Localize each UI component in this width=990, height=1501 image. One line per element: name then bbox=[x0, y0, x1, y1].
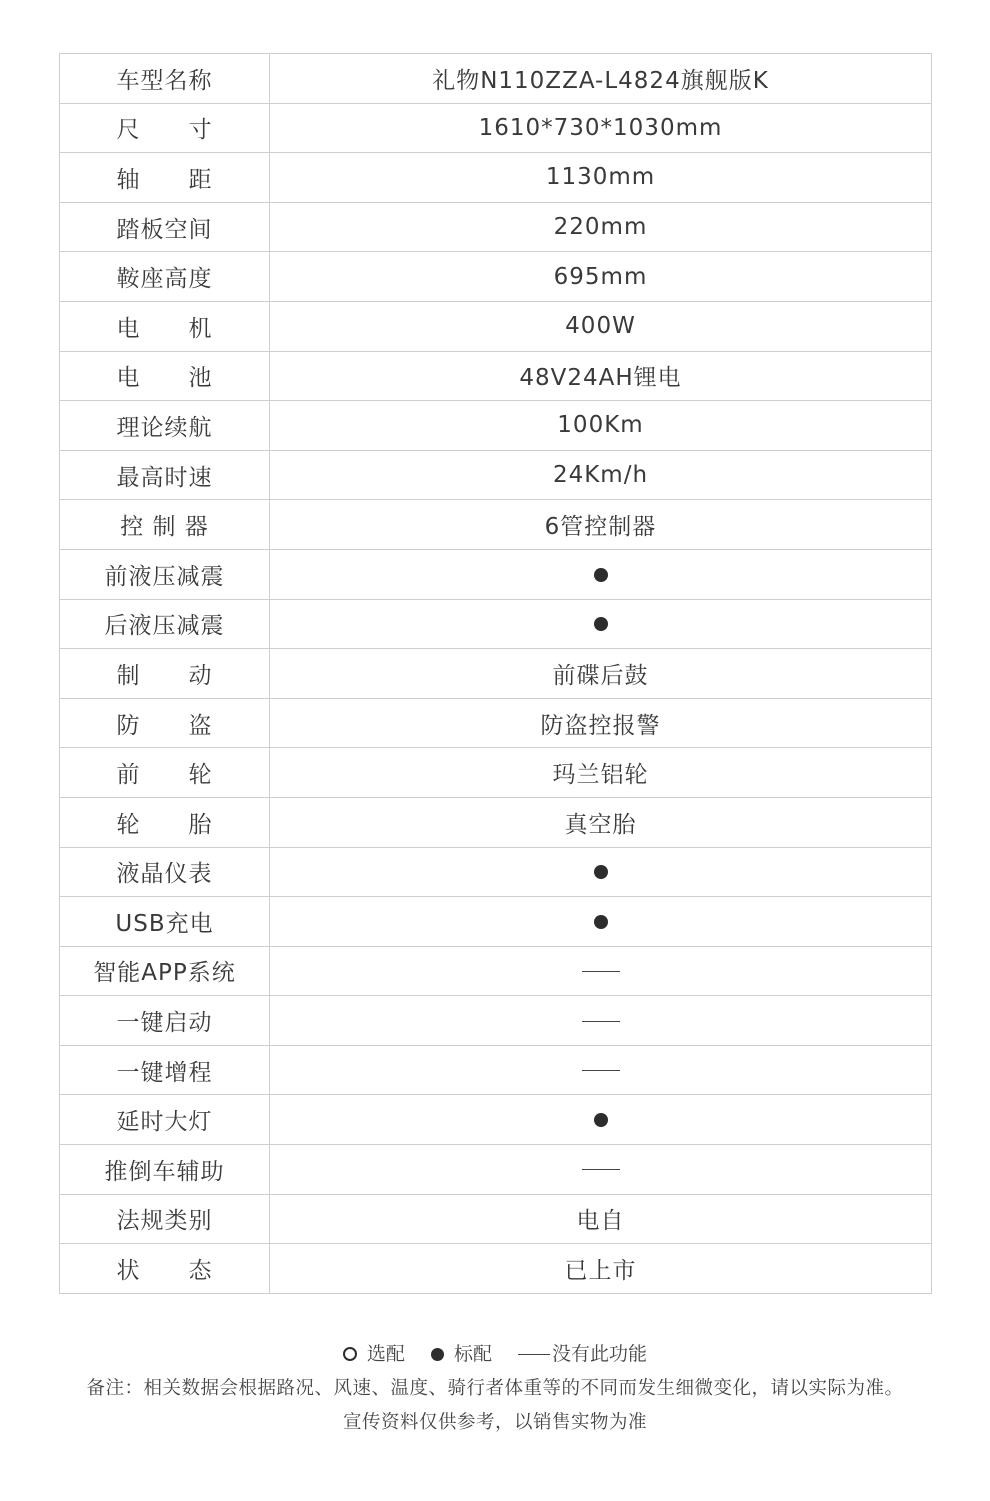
spec-label: 后液压减震 bbox=[60, 599, 270, 649]
filled-circle-icon bbox=[431, 1348, 444, 1361]
spec-value: 1130mm bbox=[270, 153, 932, 203]
spec-row bbox=[60, 847, 932, 897]
legend bbox=[0, 1338, 990, 1369]
note bbox=[0, 1372, 990, 1440]
spec-value bbox=[270, 1095, 932, 1145]
spec-table-body bbox=[60, 54, 932, 1294]
spec-label: 延时大灯 bbox=[60, 1095, 270, 1145]
spec-label: 智能APP系统 bbox=[60, 946, 270, 996]
spec-value: 220mm bbox=[270, 202, 932, 252]
standard-dot-icon bbox=[594, 1113, 608, 1127]
spec-row bbox=[60, 450, 932, 500]
not-available-dash-icon bbox=[582, 1169, 620, 1170]
spec-label: 一键启动 bbox=[60, 996, 270, 1046]
legend-none bbox=[518, 1339, 647, 1369]
spec-label: 理论续航 bbox=[60, 401, 270, 451]
spec-value: 已上市 bbox=[270, 1244, 932, 1294]
spec-value: 防盗控报警 bbox=[270, 698, 932, 748]
spec-row bbox=[60, 1194, 932, 1244]
spec-row bbox=[60, 996, 932, 1046]
spec-label: 轴 距 bbox=[60, 153, 270, 203]
spec-value bbox=[270, 599, 932, 649]
not-available-dash-icon bbox=[582, 1021, 620, 1022]
legend-none-label: 没有此功能 bbox=[552, 1342, 648, 1365]
spec-row bbox=[60, 401, 932, 451]
spec-value: 24Km/h bbox=[270, 450, 932, 500]
spec-value bbox=[270, 1145, 932, 1195]
legend-optional bbox=[343, 1339, 405, 1369]
spec-label: 推倒车辅助 bbox=[60, 1145, 270, 1195]
spec-row bbox=[60, 202, 932, 252]
spec-label: 车型名称 bbox=[60, 54, 270, 104]
spec-value bbox=[270, 549, 932, 599]
spec-label: 前液压减震 bbox=[60, 549, 270, 599]
standard-dot-icon bbox=[594, 617, 608, 631]
spec-value bbox=[270, 897, 932, 947]
spec-label: 鞍座高度 bbox=[60, 252, 270, 302]
spec-row bbox=[60, 797, 932, 847]
hollow-circle-icon bbox=[343, 1347, 357, 1361]
spec-label: 轮 胎 bbox=[60, 797, 270, 847]
spec-row bbox=[60, 649, 932, 699]
spec-row bbox=[60, 500, 932, 550]
standard-dot-icon bbox=[594, 568, 608, 582]
spec-table bbox=[59, 53, 932, 1294]
spec-row bbox=[60, 946, 932, 996]
spec-value bbox=[270, 946, 932, 996]
dash-icon bbox=[518, 1354, 550, 1355]
spec-label: 制 动 bbox=[60, 649, 270, 699]
spec-row bbox=[60, 1244, 932, 1294]
note-line-1: 备注：相关数据会根据路况、风速、温度、骑行者体重等的不同而发生细微变化，请以实际为准。 bbox=[86, 1378, 904, 1399]
spec-label: 液晶仪表 bbox=[60, 847, 270, 897]
spec-label: 一键增程 bbox=[60, 1045, 270, 1095]
spec-value: 1610*730*1030mm bbox=[270, 103, 932, 153]
standard-dot-icon bbox=[594, 865, 608, 879]
spec-row bbox=[60, 897, 932, 947]
spec-row bbox=[60, 103, 932, 153]
spec-value: 礼物N110ZZA-L4824旗舰版K bbox=[270, 54, 932, 104]
spec-value bbox=[270, 1045, 932, 1095]
spec-label: 状 态 bbox=[60, 1244, 270, 1294]
spec-value: 48V24AH锂电 bbox=[270, 351, 932, 401]
spec-row bbox=[60, 1045, 932, 1095]
note-line-2: 宣传资料仅供参考，以销售实物为准 bbox=[342, 1412, 647, 1433]
spec-row bbox=[60, 698, 932, 748]
spec-label: 电 池 bbox=[60, 351, 270, 401]
spec-label: 前 轮 bbox=[60, 748, 270, 798]
spec-value: 400W bbox=[270, 301, 932, 351]
spec-value bbox=[270, 996, 932, 1046]
spec-row bbox=[60, 301, 932, 351]
spec-label: 电 机 bbox=[60, 301, 270, 351]
spec-value: 6管控制器 bbox=[270, 500, 932, 550]
spec-row bbox=[60, 1095, 932, 1145]
spec-row bbox=[60, 54, 932, 104]
spec-value: 前碟后鼓 bbox=[270, 649, 932, 699]
spec-label: 最高时速 bbox=[60, 450, 270, 500]
spec-row bbox=[60, 599, 932, 649]
spec-label: 控 制 器 bbox=[60, 500, 270, 550]
spec-row bbox=[60, 748, 932, 798]
spec-label: 尺 寸 bbox=[60, 103, 270, 153]
spec-label: 防 盗 bbox=[60, 698, 270, 748]
spec-value bbox=[270, 847, 932, 897]
spec-value: 100Km bbox=[270, 401, 932, 451]
spec-label: 踏板空间 bbox=[60, 202, 270, 252]
legend-standard bbox=[431, 1339, 492, 1369]
spec-row bbox=[60, 252, 932, 302]
spec-row bbox=[60, 351, 932, 401]
legend-standard-label: 标配 bbox=[453, 1342, 492, 1365]
spec-value: 电自 bbox=[270, 1194, 932, 1244]
spec-value: 695mm bbox=[270, 252, 932, 302]
spec-value: 真空胎 bbox=[270, 797, 932, 847]
spec-value: 玛兰铝轮 bbox=[270, 748, 932, 798]
standard-dot-icon bbox=[594, 915, 608, 929]
not-available-dash-icon bbox=[582, 1070, 620, 1071]
spec-label: USB充电 bbox=[60, 897, 270, 947]
spec-label: 法规类别 bbox=[60, 1194, 270, 1244]
spec-row bbox=[60, 1145, 932, 1195]
spec-row bbox=[60, 549, 932, 599]
legend-optional-label: 选配 bbox=[366, 1342, 405, 1365]
not-available-dash-icon bbox=[582, 971, 620, 972]
spec-row bbox=[60, 153, 932, 203]
